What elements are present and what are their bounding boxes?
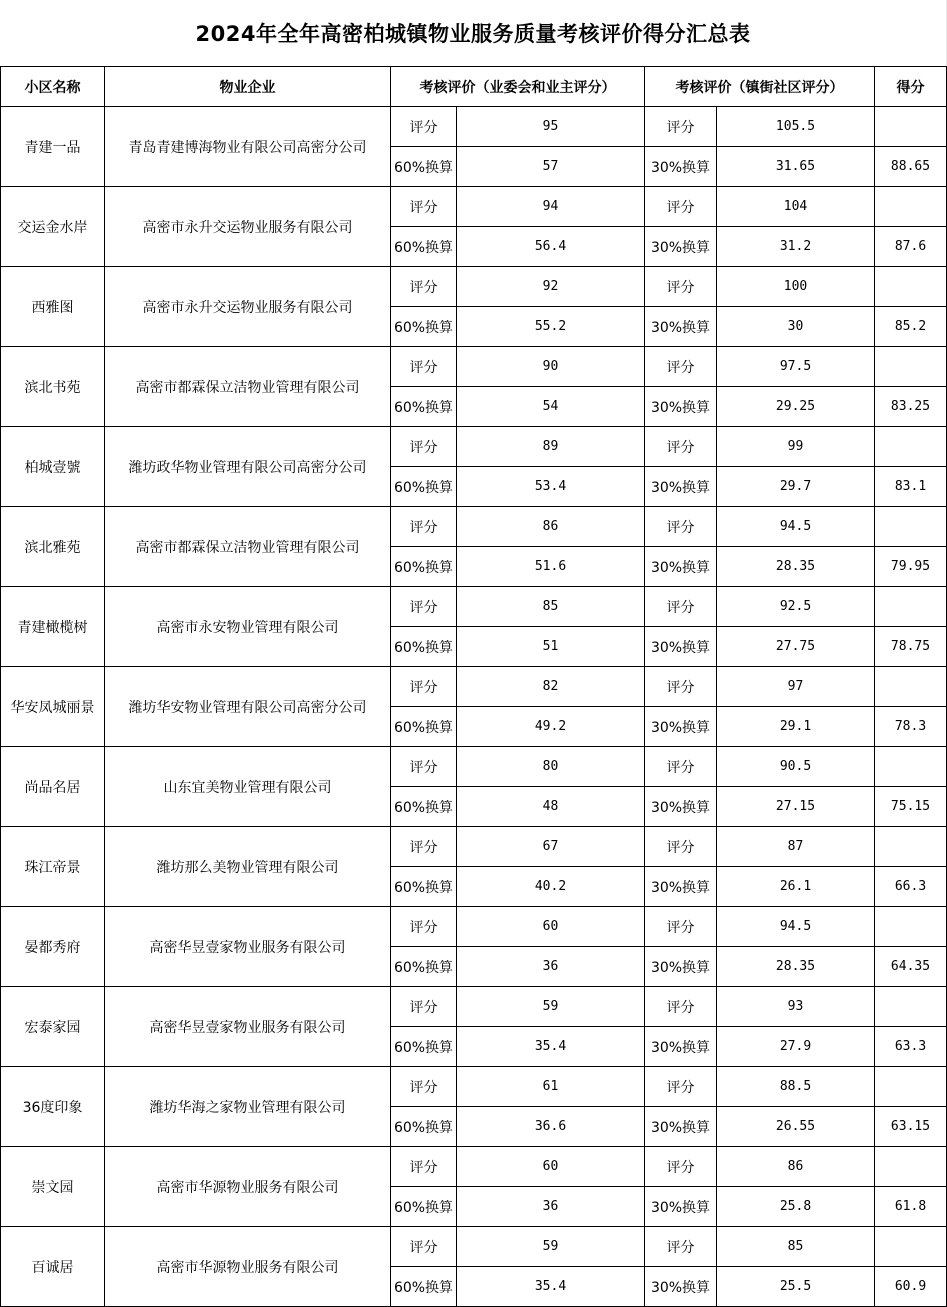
owner-score: 59 xyxy=(457,987,645,1027)
rating-label: 评分 xyxy=(391,907,457,947)
rating-label: 评分 xyxy=(391,347,457,387)
total-score-empty xyxy=(875,1147,947,1187)
company-name: 青岛青建博海物业有限公司高密分公司 xyxy=(105,107,391,187)
company-name: 潍坊华海之家物业管理有限公司 xyxy=(105,1067,391,1147)
header-company: 物业企业 xyxy=(105,67,391,107)
street-30pct: 27.9 xyxy=(717,1027,875,1067)
pct60-label: 60%换算 xyxy=(391,547,457,587)
pct30-label: 30%换算 xyxy=(645,547,717,587)
community-name: 西雅图 xyxy=(1,267,105,347)
street-score: 97.5 xyxy=(717,347,875,387)
pct30-label: 30%换算 xyxy=(645,467,717,507)
owner-score: 80 xyxy=(457,747,645,787)
rating-label: 评分 xyxy=(645,907,717,947)
street-score: 105.5 xyxy=(717,107,875,147)
owner-60pct: 36 xyxy=(457,1187,645,1227)
owner-60pct: 48 xyxy=(457,787,645,827)
owner-60pct: 51.6 xyxy=(457,547,645,587)
total-score: 63.15 xyxy=(875,1107,947,1147)
total-score-empty xyxy=(875,987,947,1027)
pct60-label: 60%换算 xyxy=(391,627,457,667)
table-row xyxy=(1,1147,947,1187)
community-name: 百诚居 xyxy=(1,1227,105,1307)
table-row xyxy=(1,267,947,307)
table-row xyxy=(1,507,947,547)
owner-score: 86 xyxy=(457,507,645,547)
total-score: 78.3 xyxy=(875,707,947,747)
table-row xyxy=(1,107,947,147)
pct30-label: 30%换算 xyxy=(645,627,717,667)
rating-label: 评分 xyxy=(645,587,717,627)
street-score: 90.5 xyxy=(717,747,875,787)
pct60-label: 60%换算 xyxy=(391,227,457,267)
community-name: 滨北雅苑 xyxy=(1,507,105,587)
pct30-label: 30%换算 xyxy=(645,307,717,347)
owner-60pct: 53.4 xyxy=(457,467,645,507)
rating-label: 评分 xyxy=(391,1147,457,1187)
total-score: 88.65 xyxy=(875,147,947,187)
total-score: 83.25 xyxy=(875,387,947,427)
company-name: 潍坊那么美物业管理有限公司 xyxy=(105,827,391,907)
company-name: 高密华昱壹家物业服务有限公司 xyxy=(105,987,391,1067)
company-name: 高密华昱壹家物业服务有限公司 xyxy=(105,907,391,987)
rating-label: 评分 xyxy=(391,987,457,1027)
rating-label: 评分 xyxy=(645,827,717,867)
table-row xyxy=(1,347,947,387)
company-name: 高密市永升交运物业服务有限公司 xyxy=(105,267,391,347)
table-row xyxy=(1,827,947,867)
company-name: 高密市都霖保立洁物业管理有限公司 xyxy=(105,507,391,587)
pct30-label: 30%换算 xyxy=(645,707,717,747)
community-name: 36度印象 xyxy=(1,1067,105,1147)
header-community: 小区名称 xyxy=(1,67,105,107)
street-score: 94.5 xyxy=(717,507,875,547)
owner-score: 60 xyxy=(457,1147,645,1187)
street-30pct: 29.7 xyxy=(717,467,875,507)
table-row xyxy=(1,907,947,947)
community-name: 珠江帝景 xyxy=(1,827,105,907)
rating-label: 评分 xyxy=(391,427,457,467)
total-score-empty xyxy=(875,827,947,867)
community-name: 晏都秀府 xyxy=(1,907,105,987)
pct30-label: 30%换算 xyxy=(645,1187,717,1227)
street-score: 100 xyxy=(717,267,875,307)
owner-score: 95 xyxy=(457,107,645,147)
company-name: 山东宜美物业管理有限公司 xyxy=(105,747,391,827)
street-30pct: 26.55 xyxy=(717,1107,875,1147)
table-row xyxy=(1,187,947,227)
rating-label: 评分 xyxy=(391,267,457,307)
owner-score: 90 xyxy=(457,347,645,387)
pct60-label: 60%换算 xyxy=(391,387,457,427)
owner-score: 85 xyxy=(457,587,645,627)
owner-60pct: 54 xyxy=(457,387,645,427)
company-name: 高密市永安物业管理有限公司 xyxy=(105,587,391,667)
street-30pct: 27.75 xyxy=(717,627,875,667)
company-name: 潍坊政华物业管理有限公司高密分公司 xyxy=(105,427,391,507)
rating-label: 评分 xyxy=(645,507,717,547)
rating-label: 评分 xyxy=(645,267,717,307)
pct60-label: 60%换算 xyxy=(391,787,457,827)
header-row xyxy=(1,67,947,107)
total-score: 64.35 xyxy=(875,947,947,987)
rating-label: 评分 xyxy=(645,667,717,707)
community-name: 宏泰家园 xyxy=(1,987,105,1067)
page-title: 2024年全年高密柏城镇物业服务质量考核评价得分汇总表 xyxy=(0,0,947,66)
rating-label: 评分 xyxy=(645,1147,717,1187)
rating-label: 评分 xyxy=(645,747,717,787)
pct30-label: 30%换算 xyxy=(645,787,717,827)
pct60-label: 60%换算 xyxy=(391,147,457,187)
total-score-empty xyxy=(875,667,947,707)
street-score: 86 xyxy=(717,1147,875,1187)
street-score: 104 xyxy=(717,187,875,227)
street-score: 97 xyxy=(717,667,875,707)
community-name: 青建一品 xyxy=(1,107,105,187)
community-name: 崇文园 xyxy=(1,1147,105,1227)
rating-label: 评分 xyxy=(391,667,457,707)
rating-label: 评分 xyxy=(391,187,457,227)
street-30pct: 25.5 xyxy=(717,1267,875,1307)
pct60-label: 60%换算 xyxy=(391,1187,457,1227)
rating-label: 评分 xyxy=(645,987,717,1027)
total-score: 63.3 xyxy=(875,1027,947,1067)
street-30pct: 27.15 xyxy=(717,787,875,827)
street-score: 99 xyxy=(717,427,875,467)
rating-label: 评分 xyxy=(391,747,457,787)
pct60-label: 60%换算 xyxy=(391,947,457,987)
rating-label: 评分 xyxy=(645,187,717,227)
rating-label: 评分 xyxy=(645,347,717,387)
street-score: 87 xyxy=(717,827,875,867)
pct30-label: 30%换算 xyxy=(645,1027,717,1067)
street-30pct: 28.35 xyxy=(717,947,875,987)
community-name: 华安凤城丽景 xyxy=(1,667,105,747)
pct60-label: 60%换算 xyxy=(391,707,457,747)
owner-60pct: 40.2 xyxy=(457,867,645,907)
pct30-label: 30%换算 xyxy=(645,947,717,987)
table-row xyxy=(1,1067,947,1107)
pct30-label: 30%换算 xyxy=(645,147,717,187)
street-30pct: 30 xyxy=(717,307,875,347)
pct60-label: 60%换算 xyxy=(391,1267,457,1307)
owner-60pct: 51 xyxy=(457,627,645,667)
company-name: 高密市华源物业服务有限公司 xyxy=(105,1227,391,1307)
total-score: 83.1 xyxy=(875,467,947,507)
owner-score: 89 xyxy=(457,427,645,467)
total-score: 66.3 xyxy=(875,867,947,907)
pct60-label: 60%换算 xyxy=(391,307,457,347)
community-name: 柏城壹號 xyxy=(1,427,105,507)
owner-score: 67 xyxy=(457,827,645,867)
street-score: 92.5 xyxy=(717,587,875,627)
street-30pct: 29.1 xyxy=(717,707,875,747)
pct30-label: 30%换算 xyxy=(645,1267,717,1307)
owner-score: 94 xyxy=(457,187,645,227)
total-score-empty xyxy=(875,747,947,787)
pct30-label: 30%换算 xyxy=(645,387,717,427)
owner-60pct: 35.4 xyxy=(457,1267,645,1307)
street-30pct: 31.65 xyxy=(717,147,875,187)
pct60-label: 60%换算 xyxy=(391,867,457,907)
total-score-empty xyxy=(875,587,947,627)
company-name: 高密市永升交运物业服务有限公司 xyxy=(105,187,391,267)
header-street-eval: 考核评价（镇街社区评分） xyxy=(645,67,875,107)
rating-label: 评分 xyxy=(391,1227,457,1267)
owner-60pct: 55.2 xyxy=(457,307,645,347)
rating-label: 评分 xyxy=(391,107,457,147)
community-name: 尚品名居 xyxy=(1,747,105,827)
table-row xyxy=(1,587,947,627)
street-30pct: 28.35 xyxy=(717,547,875,587)
total-score-empty xyxy=(875,107,947,147)
community-name: 交运金水岸 xyxy=(1,187,105,267)
rating-label: 评分 xyxy=(391,827,457,867)
owner-score: 61 xyxy=(457,1067,645,1107)
total-score-empty xyxy=(875,1227,947,1267)
company-name: 潍坊华安物业管理有限公司高密分公司 xyxy=(105,667,391,747)
pct30-label: 30%换算 xyxy=(645,227,717,267)
total-score: 87.6 xyxy=(875,227,947,267)
street-score: 88.5 xyxy=(717,1067,875,1107)
pct60-label: 60%换算 xyxy=(391,1107,457,1147)
table-row xyxy=(1,1227,947,1267)
total-score-empty xyxy=(875,267,947,307)
rating-label: 评分 xyxy=(391,587,457,627)
table-row xyxy=(1,747,947,787)
total-score: 75.15 xyxy=(875,787,947,827)
street-score: 94.5 xyxy=(717,907,875,947)
total-score: 60.9 xyxy=(875,1267,947,1307)
owner-score: 59 xyxy=(457,1227,645,1267)
total-score-empty xyxy=(875,427,947,467)
owner-60pct: 49.2 xyxy=(457,707,645,747)
pct30-label: 30%换算 xyxy=(645,867,717,907)
rating-label: 评分 xyxy=(391,1067,457,1107)
rating-label: 评分 xyxy=(645,427,717,467)
owner-60pct: 57 xyxy=(457,147,645,187)
header-owner-eval: 考核评价（业委会和业主评分） xyxy=(391,67,645,107)
table-row xyxy=(1,667,947,707)
score-summary-table xyxy=(0,66,947,1307)
street-score: 85 xyxy=(717,1227,875,1267)
owner-score: 82 xyxy=(457,667,645,707)
header-score: 得分 xyxy=(875,67,947,107)
street-30pct: 26.1 xyxy=(717,867,875,907)
total-score-empty xyxy=(875,507,947,547)
total-score: 61.8 xyxy=(875,1187,947,1227)
total-score-empty xyxy=(875,187,947,227)
company-name: 高密市都霖保立洁物业管理有限公司 xyxy=(105,347,391,427)
total-score-empty xyxy=(875,907,947,947)
total-score-empty xyxy=(875,347,947,387)
owner-60pct: 35.4 xyxy=(457,1027,645,1067)
company-name: 高密市华源物业服务有限公司 xyxy=(105,1147,391,1227)
pct60-label: 60%换算 xyxy=(391,467,457,507)
rating-label: 评分 xyxy=(391,507,457,547)
street-score: 93 xyxy=(717,987,875,1027)
owner-60pct: 36 xyxy=(457,947,645,987)
street-30pct: 25.8 xyxy=(717,1187,875,1227)
community-name: 滨北书苑 xyxy=(1,347,105,427)
total-score-empty xyxy=(875,1067,947,1107)
community-name: 青建橄榄树 xyxy=(1,587,105,667)
owner-score: 60 xyxy=(457,907,645,947)
street-30pct: 31.2 xyxy=(717,227,875,267)
rating-label: 评分 xyxy=(645,1067,717,1107)
total-score: 79.95 xyxy=(875,547,947,587)
rating-label: 评分 xyxy=(645,107,717,147)
rating-label: 评分 xyxy=(645,1227,717,1267)
owner-60pct: 56.4 xyxy=(457,227,645,267)
total-score: 85.2 xyxy=(875,307,947,347)
owner-60pct: 36.6 xyxy=(457,1107,645,1147)
pct60-label: 60%换算 xyxy=(391,1027,457,1067)
street-30pct: 29.25 xyxy=(717,387,875,427)
table-row xyxy=(1,427,947,467)
table-row xyxy=(1,987,947,1027)
total-score: 78.75 xyxy=(875,627,947,667)
pct30-label: 30%换算 xyxy=(645,1107,717,1147)
owner-score: 92 xyxy=(457,267,645,307)
